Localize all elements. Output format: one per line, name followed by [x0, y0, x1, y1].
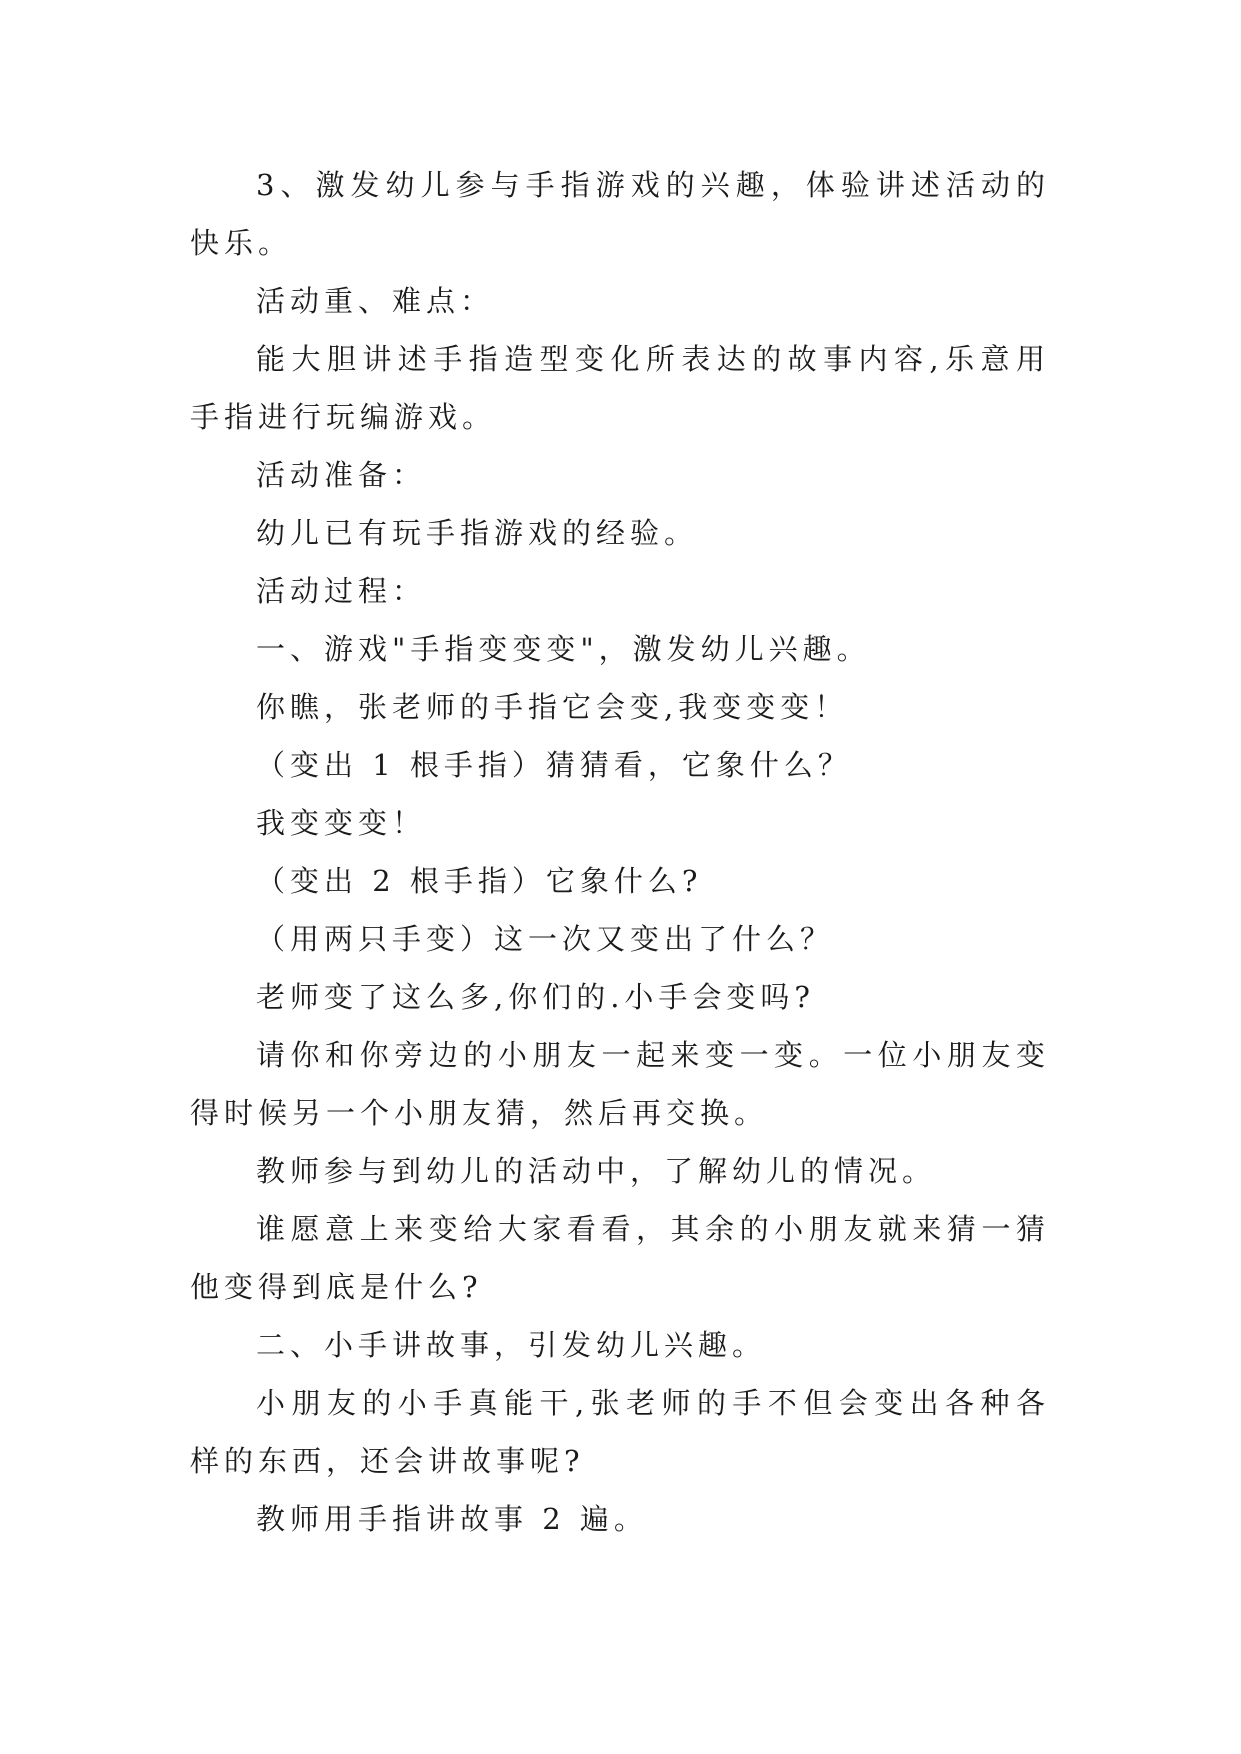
heading-process: 活动过程：: [256, 574, 427, 608]
heading-preparation: 活动准备：: [256, 458, 427, 492]
paragraph-goal-3: 3、激发幼儿参与手指游戏的兴趣，体验讲述活动的快乐。: [190, 168, 1050, 260]
heading-key-points: 活动重、难点：: [256, 284, 495, 318]
step-1-heading: 一、游戏"手指变变变"，激发幼儿兴趣。: [256, 632, 871, 666]
paragraph-line: 老师变了这么多,你们的.小手会变吗?: [256, 980, 815, 1014]
paragraph-line: 教师用手指讲故事 2 遍。: [256, 1502, 648, 1536]
paragraph-preparation: 幼儿已有玩手指游戏的经验。: [256, 516, 699, 550]
paragraph-line: （变出 1 根手指）猜猜看，它象什么？: [256, 748, 852, 782]
paragraph-line: 请你和你旁边的小朋友一起来变一变。一位小朋友变得时候另一个小朋友猜，然后再交换。: [190, 1038, 1050, 1130]
paragraph-line: 我变变变！: [256, 806, 427, 840]
paragraph-line: 教师参与到幼儿的活动中，了解幼儿的情况。: [256, 1154, 937, 1188]
paragraph-line: （变出 2 根手指）它象什么?: [256, 864, 703, 898]
paragraph-key-points: 能大胆讲述手指造型变化所表达的故事内容,乐意用手指进行玩编游戏。: [190, 342, 1050, 434]
paragraph-line: 谁愿意上来变给大家看看，其余的小朋友就来猜一猜他变得到底是什么?: [190, 1212, 1050, 1304]
document-body: [190, 156, 1050, 1548]
paragraph-line: 小朋友的小手真能干,张老师的手不但会变出各种各样的东西，还会讲故事呢?: [190, 1386, 1050, 1478]
paragraph-line: （用两只手变）这一次又变出了什么？: [256, 922, 835, 956]
paragraph-line: 你瞧，张老师的手指它会变,我变变变！: [256, 690, 849, 724]
step-2-heading: 二、小手讲故事，引发幼儿兴趣。: [256, 1328, 767, 1362]
